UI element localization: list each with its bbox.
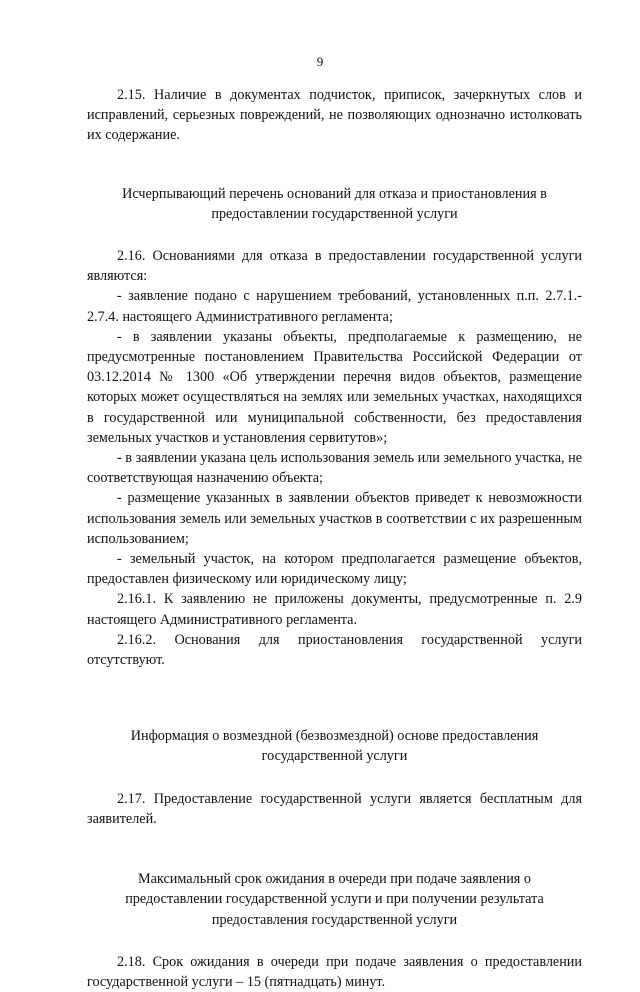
refusal-item-5: - земельный участок, на котором предполагается размещение объектов, предоставлен физическому или юридическому лицу;: [87, 551, 582, 588]
section-heading-fee-basis: Информация о возмездной (безвозмездной) основе предоставления государственной услуги: [130, 728, 539, 765]
page-number: 9: [316, 54, 324, 69]
section-heading-queue-time: Максимальный срок ожидания в очереди при подаче заявления о предоставлении государственной услуги и при получении результата предоставления государственной услуги: [125, 871, 544, 928]
paragraph-2-16-2: 2.16.2. Основания для приостановления государственной услуги отсутствуют.: [87, 631, 582, 669]
refusal-item-4: - размещение указанных в заявлении объектов приведет к невозможности использования земель или земельных участков в соответствии с их разрешенным использованием;: [87, 490, 582, 547]
paragraph-2-15: 2.15. Наличие в документах подчисток, приписок, зачеркнутых слов и исправлений, серьезных повреждений, не позволяющих однозначно истолковать их содержание.: [87, 87, 582, 144]
refusal-item-3: - в заявлении указана цель использования земель или земельного участка, не соответствующая назначению объекта;: [87, 450, 582, 487]
paragraph-2-16: 2.16. Основаниями для отказа в предоставлении государственной услуги являются:: [87, 248, 582, 285]
paragraph-2-17: 2.17. Предоставление государственной услуги является бесплатным для заявителей.: [87, 790, 582, 827]
paragraph-2-18: 2.18. Срок ожидания в очереди при подаче заявления о предоставлении государственной услуги – 15 (пятнадцать) минут.: [87, 953, 582, 990]
document-body: [87, 85, 582, 992]
paragraph-2-16-1: 2.16.1. К заявлению не приложены документы, предусмотренные п. 2.9 настоящего Административного регламента.: [87, 591, 582, 628]
section-heading-refusal-grounds: Исчерпывающий перечень оснований для отказа и приостановления в предоставлении государственной услуги: [122, 185, 547, 222]
refusal-item-1: - заявление подано с нарушением требований, установленных п.п. 2.7.1.- 2.7.4. настоящего Административного регламента;: [87, 288, 582, 325]
refusal-item-2: - в заявлении указаны объекты, предполагаемые к размещению, не предусмотренные постановлением Правительства Российской Федерации от 03.12.2014 № 1300 «Об утверждении перечня видов объектов, размещение которых может осуществляться на землях или земельных участках, находящихся в государственной или муниципальной собственности, без предоставления земельных участков и установления сервитутов»;: [87, 328, 582, 446]
